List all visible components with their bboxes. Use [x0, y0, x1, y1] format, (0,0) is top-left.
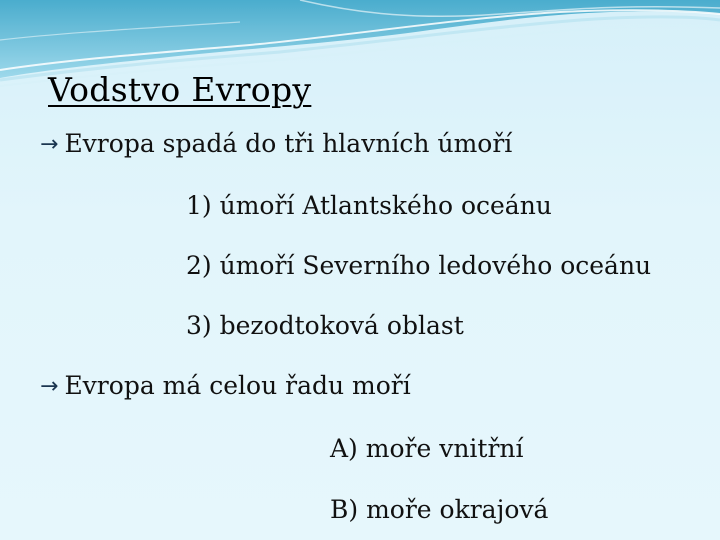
arrow-icon: →: [40, 374, 59, 399]
bullet-2-text: Evropa má celou řadu moří: [64, 371, 411, 400]
arrow-icon: →: [40, 132, 59, 157]
subitem-2-2: B) moře okrajová: [330, 495, 549, 524]
bullet-2: [40, 370, 411, 404]
slide-title: Vodstvo Evropy: [48, 70, 312, 109]
subitem-2-1: A) moře vnitřní: [330, 434, 524, 463]
bullet-1: [40, 128, 512, 162]
subitem-1-3: 3) bezodtoková oblast: [186, 311, 464, 340]
bullet-1-text: Evropa spadá do tři hlavních úmoří: [64, 129, 513, 158]
subitem-1-1: 1) úmoří Atlantského oceánu: [186, 191, 552, 220]
subitem-1-2: 2) úmoří Severního ledového oceánu: [186, 251, 652, 280]
